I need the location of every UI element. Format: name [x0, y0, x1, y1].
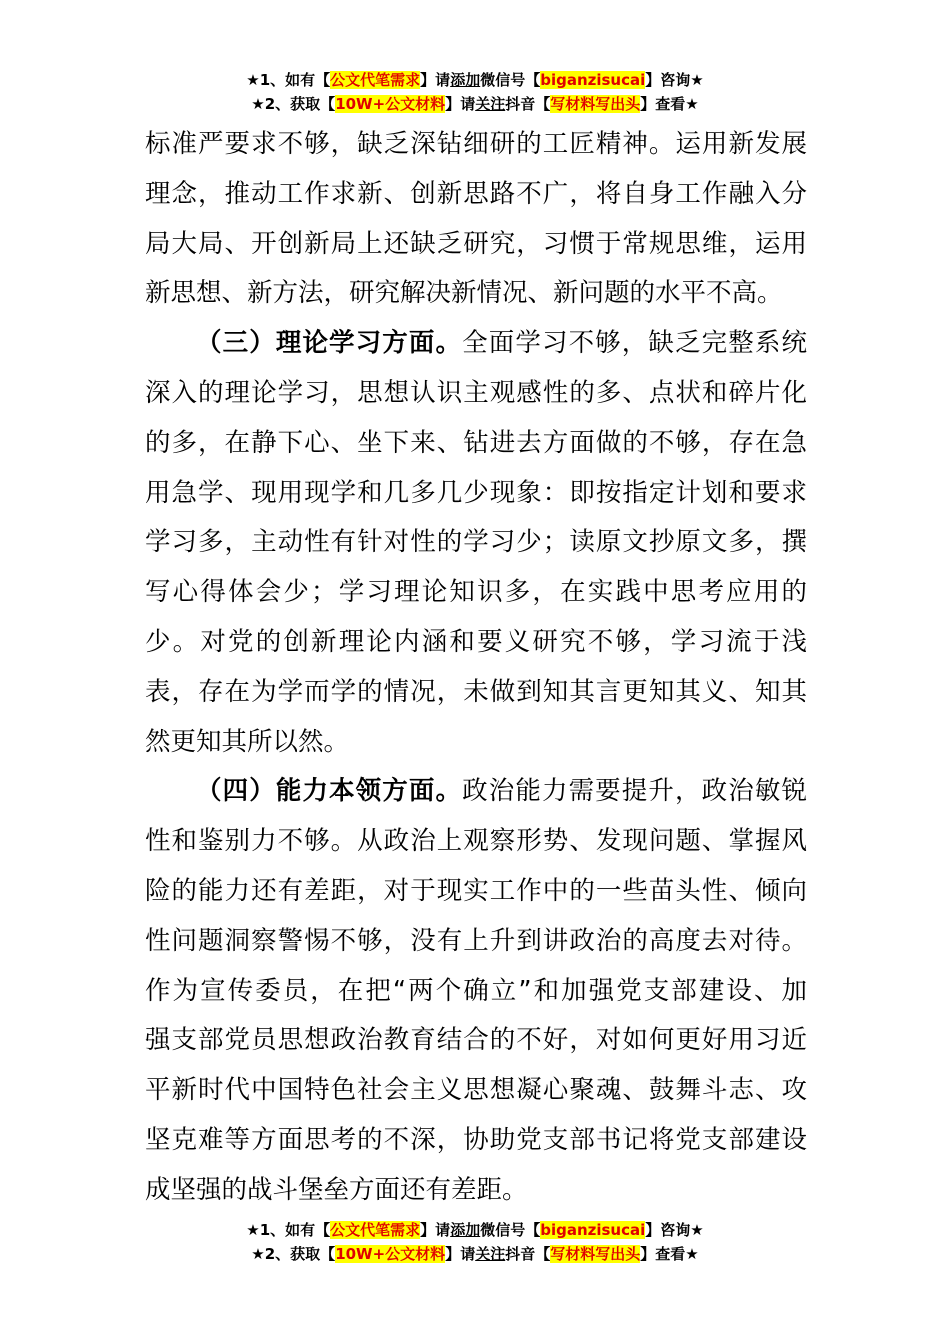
text-line: 成坚强的战斗堡垒方面还有差距。	[145, 1174, 528, 1205]
bottom-banner	[0, 1218, 950, 1266]
banner-underlined: 关注	[475, 1245, 506, 1263]
text-line: 作为宣传委员，在把“两个确立”和加强党支部建设、加	[145, 975, 807, 1006]
banner-highlight: 写材料写出头	[550, 95, 641, 113]
text-line: 的多，在静下心、坐下来、钻进去方面做的不够，存在急	[145, 427, 807, 458]
banner-highlight: biganzisucai	[540, 1221, 646, 1239]
banner-text: 抖音【	[505, 1245, 551, 1263]
banner-line-2	[0, 1242, 950, 1266]
text-run: 全面学习不够，缺乏完整系统	[462, 328, 807, 359]
banner-underlined: 添加	[450, 71, 481, 89]
text-line: 用急学、现用现学和几多几少现象：即按指定计划和要求	[145, 477, 807, 508]
banner-highlight: 10W+公文材料	[335, 95, 446, 113]
text-line: 少。对党的创新理论内涵和要义研究不够，学习流于浅	[145, 626, 807, 657]
text-line: 表，存在为学而学的情况，未做到知其言更知其义、知其	[145, 676, 807, 707]
text-line: 坚克难等方面思考的不深，协助党支部书记将党支部建设	[145, 1124, 807, 1155]
text-line: 写心得体会少；学习理论知识多，在实践中思考应用的	[145, 577, 807, 608]
banner-text: 】查看★	[640, 1245, 699, 1263]
text-line: 险的能力还有差距，对于现实工作中的一些苗头性、倾向	[145, 875, 807, 906]
banner-text: 】请	[420, 71, 451, 89]
banner-highlight: 写材料写出头	[550, 1245, 641, 1263]
banner-text: 微信号【	[480, 1221, 541, 1239]
document-body	[145, 120, 807, 1216]
banner-line-1	[0, 68, 950, 92]
banner-line-2	[0, 92, 950, 116]
banner-text: ★2、获取【	[251, 95, 336, 113]
text-line: 标准严要求不够，缺乏深钻细研的工匠精神。运用新发展	[145, 129, 807, 159]
text-line-first	[145, 319, 807, 369]
banner-highlight: 公文代笔需求	[330, 71, 421, 89]
banner-text: 抖音【	[505, 95, 551, 113]
paragraph-ability	[145, 767, 807, 1215]
text-line: 性问题洞察警惕不够，没有上升到讲政治的高度去对待。	[145, 925, 807, 956]
banner-highlight: 10W+公文材料	[335, 1245, 446, 1263]
banner-underlined: 添加	[450, 1221, 481, 1239]
banner-text: ★2、获取【	[251, 1245, 336, 1263]
banner-text: 】咨询★	[645, 1221, 704, 1239]
top-banner	[0, 68, 950, 116]
text-line: 平新时代中国特色社会主义思想凝心聚魂、鼓舞斗志、攻	[145, 1075, 807, 1106]
text-line: 强支部党员思想政治教育结合的不好，对如何更好用习近	[145, 1025, 807, 1056]
text-run: 政治能力需要提升，政治敏锐	[462, 776, 807, 807]
banner-underlined: 关注	[475, 95, 506, 113]
text-line-first	[145, 767, 807, 817]
text-line: 局大局、开创新局上还缺乏研究，习惯于常规思维，运用	[145, 228, 807, 259]
banner-text: 】请	[445, 95, 476, 113]
banner-text: 微信号【	[480, 71, 541, 89]
paragraph-continuation	[145, 120, 807, 319]
banner-text: ★1、如有【	[246, 1221, 331, 1239]
banner-text: 】咨询★	[645, 71, 704, 89]
paragraph-theory-study	[145, 319, 807, 767]
text-line: 性和鉴别力不够。从政治上观察形势、发现问题、掌握风	[145, 826, 807, 857]
banner-text: 】请	[420, 1221, 451, 1239]
text-line: 学习多，主动性有针对性的学习少；读原文抄原文多，撰	[145, 527, 807, 558]
banner-text: ★1、如有【	[246, 71, 331, 89]
text-line: 理念，推动工作求新、创新思路不广，将自身工作融入分	[145, 178, 807, 209]
text-line: 新思想、新方法，研究解决新情况、新问题的水平不高。	[145, 278, 783, 309]
text-line: 然更知其所以然。	[145, 726, 350, 757]
banner-line-1	[0, 1218, 950, 1242]
banner-highlight: biganzisucai	[540, 71, 646, 89]
banner-text: 】请	[445, 1245, 476, 1263]
section-heading: （三）理论学习方面。	[196, 328, 463, 359]
banner-highlight: 公文代笔需求	[330, 1221, 421, 1239]
banner-text: 】查看★	[640, 95, 699, 113]
text-line: 深入的理论学习，思想认识主观感性的多、点状和碎片化	[145, 377, 807, 408]
section-heading: （四）能力本领方面。	[196, 776, 463, 807]
